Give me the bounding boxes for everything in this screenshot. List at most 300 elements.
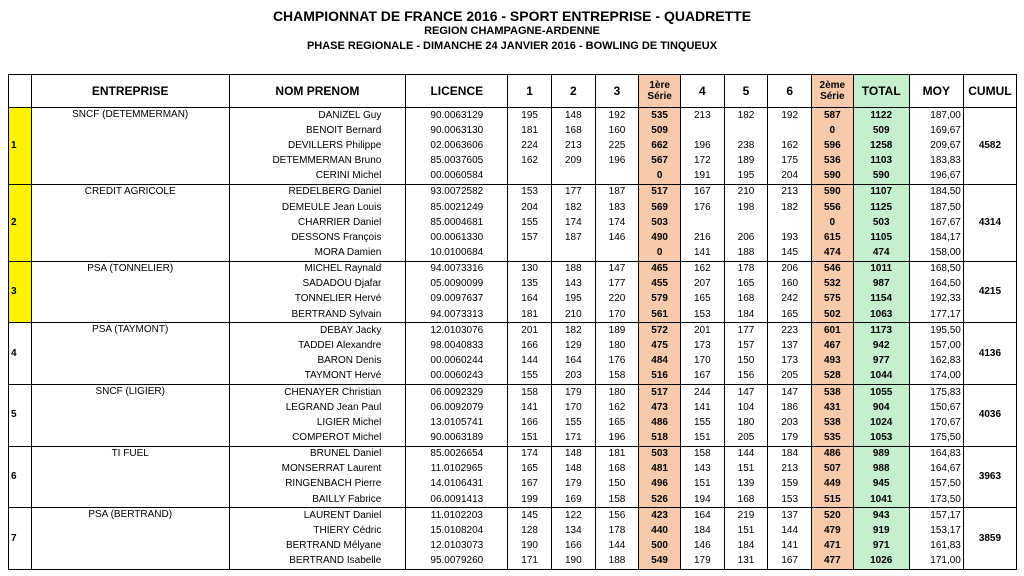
- cumul-header: CUMUL: [963, 75, 1016, 108]
- serie2-score: 596: [812, 138, 854, 153]
- game6-score: 144: [768, 523, 812, 538]
- serie2-score: 507: [812, 462, 854, 477]
- game3-score: 168: [595, 462, 639, 477]
- game1-score: 128: [508, 523, 552, 538]
- serie2-score: 502: [812, 307, 854, 323]
- game4-score: 176: [680, 200, 724, 215]
- game1-score: [508, 169, 552, 185]
- player-licence: 85.0004681: [406, 215, 508, 230]
- serie2-score: 493: [812, 354, 854, 369]
- team-cumul: 4136: [963, 323, 1016, 385]
- player-row: [9, 323, 1017, 339]
- player-row: [9, 446, 1017, 462]
- serie2-score: 515: [812, 492, 854, 508]
- serie2-score: 467: [812, 338, 854, 353]
- licence-header: LICENCE: [406, 75, 508, 108]
- serie2-score: 532: [812, 277, 854, 292]
- game4-score: 167: [680, 184, 724, 200]
- serie1-score: 465: [639, 261, 681, 277]
- serie1-score: 484: [639, 354, 681, 369]
- rank-header: [9, 75, 32, 108]
- game4-score: 141: [680, 400, 724, 415]
- total-score: 1063: [853, 307, 909, 323]
- average-score: 175,83: [909, 384, 963, 400]
- average-score: 195,50: [909, 323, 963, 339]
- game5-score: 238: [724, 138, 768, 153]
- game3-score: 188: [595, 554, 639, 570]
- serie1-score: 509: [639, 123, 681, 138]
- player-licence: 00.0061330: [406, 230, 508, 245]
- total-score: 977: [853, 354, 909, 369]
- total-score: 1011: [853, 261, 909, 277]
- game1-score: 204: [508, 200, 552, 215]
- game4-score: 151: [680, 477, 724, 492]
- game6-score: 204: [768, 169, 812, 185]
- average-score: 209,67: [909, 138, 963, 153]
- average-score: 174,00: [909, 369, 963, 385]
- game4-score: [680, 215, 724, 230]
- game4-score: 216: [680, 230, 724, 245]
- average-score: 175,50: [909, 430, 963, 446]
- game2-score: 148: [551, 462, 595, 477]
- game5-score: 168: [724, 492, 768, 508]
- serie1-score: 516: [639, 369, 681, 385]
- player-name: DANIZEL Guy: [229, 108, 406, 124]
- game5-score: 147: [724, 384, 768, 400]
- game4-score: 151: [680, 430, 724, 446]
- player-licence: 94.0073313: [406, 307, 508, 323]
- player-licence: 85.0026654: [406, 446, 508, 462]
- team-rank: 2: [9, 184, 32, 261]
- player-licence: 10.0100684: [406, 245, 508, 261]
- player-name: DEMEULE Jean Louis: [229, 200, 406, 215]
- game5-score: 151: [724, 523, 768, 538]
- player-name: DEBAY Jacky: [229, 323, 406, 339]
- serie1-score: 475: [639, 338, 681, 353]
- game2-score: 171: [551, 430, 595, 446]
- game4-score: 165: [680, 292, 724, 307]
- game4-score: 158: [680, 446, 724, 462]
- game1-score: 224: [508, 138, 552, 153]
- player-name: MONSERRAT Laurent: [229, 462, 406, 477]
- total-score: 987: [853, 277, 909, 292]
- game3-header: 3: [595, 75, 639, 108]
- game2-score: [551, 245, 595, 261]
- game1-score: 199: [508, 492, 552, 508]
- game6-score: 173: [768, 354, 812, 369]
- game2-score: 174: [551, 215, 595, 230]
- game6-score: 206: [768, 261, 812, 277]
- team-cumul: 4582: [963, 108, 1016, 185]
- game1-score: 144: [508, 354, 552, 369]
- game1-score: 181: [508, 307, 552, 323]
- game4-score: 173: [680, 338, 724, 353]
- game3-score: [595, 169, 639, 185]
- player-name: BENOIT Bernard: [229, 123, 406, 138]
- player-name: MORA Damien: [229, 245, 406, 261]
- game5-score: 104: [724, 400, 768, 415]
- game3-score: 146: [595, 230, 639, 245]
- game5-score: 131: [724, 554, 768, 570]
- game1-score: 130: [508, 261, 552, 277]
- player-licence: 90.0063130: [406, 123, 508, 138]
- total-score: 1122: [853, 108, 909, 124]
- game3-score: 180: [595, 384, 639, 400]
- game2-score: 188: [551, 261, 595, 277]
- game2-score: 155: [551, 415, 595, 430]
- serie1-score: 535: [639, 108, 681, 124]
- game6-score: 186: [768, 400, 812, 415]
- game5-score: 165: [724, 277, 768, 292]
- game2-score: 195: [551, 292, 595, 307]
- game5-score: 182: [724, 108, 768, 124]
- team-name: PSA (TAYMONT): [31, 323, 229, 385]
- game5-score: 177: [724, 323, 768, 339]
- game2-score: 187: [551, 230, 595, 245]
- game1-score: 145: [508, 508, 552, 524]
- serie1-score: 572: [639, 323, 681, 339]
- game3-score: 147: [595, 261, 639, 277]
- player-licence: 06.0091413: [406, 492, 508, 508]
- serie2-score: 546: [812, 261, 854, 277]
- average-score: 164,83: [909, 446, 963, 462]
- serie2-score: 590: [812, 184, 854, 200]
- player-licence: 98.0040833: [406, 338, 508, 353]
- game2-score: 177: [551, 184, 595, 200]
- player-name: BERTRAND Mélyane: [229, 539, 406, 554]
- game4-score: 143: [680, 462, 724, 477]
- player-name: BERTRAND Isabelle: [229, 554, 406, 570]
- total-score: 474: [853, 245, 909, 261]
- game6-score: 193: [768, 230, 812, 245]
- serie2-score: 471: [812, 539, 854, 554]
- game5-score: [724, 215, 768, 230]
- player-name: THIERY Cédric: [229, 523, 406, 538]
- serie1-score: 440: [639, 523, 681, 538]
- game5-score: [724, 123, 768, 138]
- game3-score: 189: [595, 323, 639, 339]
- average-score: 187,50: [909, 200, 963, 215]
- player-name: BARON Denis: [229, 354, 406, 369]
- game4-score: 191: [680, 169, 724, 185]
- game5-score: 180: [724, 415, 768, 430]
- player-name: MICHEL Raynald: [229, 261, 406, 277]
- serie1-score: 473: [639, 400, 681, 415]
- player-licence: 00.0060584: [406, 169, 508, 185]
- game4-score: 194: [680, 492, 724, 508]
- player-name: DESSONS François: [229, 230, 406, 245]
- game4-score: 179: [680, 554, 724, 570]
- average-score: 158,00: [909, 245, 963, 261]
- serie1-score: 561: [639, 307, 681, 323]
- game6-score: 203: [768, 415, 812, 430]
- total-score: 1173: [853, 323, 909, 339]
- total-score: 1044: [853, 369, 909, 385]
- team-rank: 7: [9, 508, 32, 570]
- player-name: REDELBERG Daniel: [229, 184, 406, 200]
- serie2-score: 601: [812, 323, 854, 339]
- game3-score: 180: [595, 338, 639, 353]
- game1-score: 155: [508, 369, 552, 385]
- player-row: [9, 508, 1017, 524]
- serie1-score: 503: [639, 215, 681, 230]
- game6-score: 223: [768, 323, 812, 339]
- total-score: 1024: [853, 415, 909, 430]
- player-name: CERINI Michel: [229, 169, 406, 185]
- player-name: BAILLY Fabrice: [229, 492, 406, 508]
- nom-header: NOM PRENOM: [229, 75, 406, 108]
- total-score: 1154: [853, 292, 909, 307]
- serie2-header-line2: Série: [820, 91, 845, 102]
- document-title: CHAMPIONNAT DE FRANCE 2016 - SPORT ENTREPRISE - QUADRETTE: [272, 8, 752, 24]
- serie1-score: 0: [639, 169, 681, 185]
- average-score: 157,50: [909, 477, 963, 492]
- serie2-score: 431: [812, 400, 854, 415]
- serie2-header: [812, 75, 854, 108]
- game5-score: 210: [724, 184, 768, 200]
- game2-score: 122: [551, 508, 595, 524]
- game2-score: 168: [551, 123, 595, 138]
- game5-score: 151: [724, 462, 768, 477]
- team-rank: 6: [9, 446, 32, 508]
- game6-score: [768, 123, 812, 138]
- player-name: DETEMMERMAN Bruno: [229, 153, 406, 168]
- player-licence: 00.0060243: [406, 369, 508, 385]
- average-score: 196,67: [909, 169, 963, 185]
- serie2-score: 0: [812, 123, 854, 138]
- game6-score: 162: [768, 138, 812, 153]
- game2-score: 129: [551, 338, 595, 353]
- game3-score: 160: [595, 123, 639, 138]
- serie1-score: 518: [639, 430, 681, 446]
- team-cumul: 3963: [963, 446, 1016, 508]
- game1-score: [508, 245, 552, 261]
- player-licence: 85.0021249: [406, 200, 508, 215]
- game6-score: 153: [768, 492, 812, 508]
- total-score: 590: [853, 169, 909, 185]
- player-row: [9, 261, 1017, 277]
- serie1-score: 526: [639, 492, 681, 508]
- average-score: 164,67: [909, 462, 963, 477]
- total-score: 1125: [853, 200, 909, 215]
- game5-score: 184: [724, 307, 768, 323]
- game1-header: 1: [508, 75, 552, 108]
- game4-score: 141: [680, 245, 724, 261]
- team-rank: 4: [9, 323, 32, 385]
- team-name: SNCF (LIGIER): [31, 384, 229, 446]
- game1-score: 171: [508, 554, 552, 570]
- game6-score: 137: [768, 338, 812, 353]
- player-name: RINGENBACH Pierre: [229, 477, 406, 492]
- average-score: 192,33: [909, 292, 963, 307]
- game1-score: 165: [508, 462, 552, 477]
- serie2-score: 520: [812, 508, 854, 524]
- serie1-header-line1: 1ère: [649, 80, 670, 91]
- game3-score: 150: [595, 477, 639, 492]
- game3-score: 144: [595, 539, 639, 554]
- player-name: TAYMONT Hervé: [229, 369, 406, 385]
- player-name: DEVILLERS Philippe: [229, 138, 406, 153]
- game2-score: 182: [551, 323, 595, 339]
- game5-score: 206: [724, 230, 768, 245]
- game1-score: 153: [508, 184, 552, 200]
- player-licence: 14.0106431: [406, 477, 508, 492]
- average-score: 153,17: [909, 523, 963, 538]
- team-rank: 3: [9, 261, 32, 323]
- game6-score: 242: [768, 292, 812, 307]
- serie2-score: 479: [812, 523, 854, 538]
- game4-score: 162: [680, 261, 724, 277]
- game1-score: 135: [508, 277, 552, 292]
- game3-score: 174: [595, 215, 639, 230]
- game6-score: 165: [768, 307, 812, 323]
- phase-subtitle: PHASE REGIONALE - DIMANCHE 24 JANVIER 2016 - BOWLING DE TINQUEUX: [306, 40, 718, 52]
- serie1-score: 500: [639, 539, 681, 554]
- average-score: 173,50: [909, 492, 963, 508]
- player-licence: 12.0103076: [406, 323, 508, 339]
- game4-score: 201: [680, 323, 724, 339]
- game2-header: 2: [551, 75, 595, 108]
- game6-score: 147: [768, 384, 812, 400]
- serie2-score: 486: [812, 446, 854, 462]
- average-score: 187,00: [909, 108, 963, 124]
- game5-score: 156: [724, 369, 768, 385]
- header-row: [9, 75, 1017, 108]
- player-row: [9, 184, 1017, 200]
- game1-score: 157: [508, 230, 552, 245]
- total-score: 1055: [853, 384, 909, 400]
- serie2-score: 590: [812, 169, 854, 185]
- serie1-score: 503: [639, 446, 681, 462]
- average-score: 162,83: [909, 354, 963, 369]
- game2-score: 190: [551, 554, 595, 570]
- player-licence: 09.0097637: [406, 292, 508, 307]
- average-score: 161,83: [909, 539, 963, 554]
- player-licence: 13.0105741: [406, 415, 508, 430]
- game6-score: 160: [768, 277, 812, 292]
- game2-score: 166: [551, 539, 595, 554]
- game2-score: 213: [551, 138, 595, 153]
- game4-score: 184: [680, 523, 724, 538]
- game3-score: 187: [595, 184, 639, 200]
- total-score: 503: [853, 215, 909, 230]
- game1-score: 164: [508, 292, 552, 307]
- game6-score: 141: [768, 539, 812, 554]
- game4-score: [680, 123, 724, 138]
- player-licence: 95.0079260: [406, 554, 508, 570]
- total-score: 943: [853, 508, 909, 524]
- game2-score: 170: [551, 400, 595, 415]
- region-subtitle: REGION CHAMPAGNE-ARDENNE: [424, 25, 600, 37]
- player-row: [9, 384, 1017, 400]
- serie1-score: 517: [639, 184, 681, 200]
- total-score: 1103: [853, 153, 909, 168]
- game4-score: 155: [680, 415, 724, 430]
- serie1-score: 496: [639, 477, 681, 492]
- total-score: 1026: [853, 554, 909, 570]
- average-score: 170,67: [909, 415, 963, 430]
- game5-score: 198: [724, 200, 768, 215]
- results-table: [8, 74, 1017, 570]
- game3-score: 178: [595, 523, 639, 538]
- team-name: PSA (BERTRAND): [31, 508, 229, 570]
- game3-score: 158: [595, 369, 639, 385]
- total-score: 971: [853, 539, 909, 554]
- game1-score: 190: [508, 539, 552, 554]
- serie2-score: 538: [812, 415, 854, 430]
- game6-score: 175: [768, 153, 812, 168]
- game1-score: 141: [508, 400, 552, 415]
- player-licence: 15.0108204: [406, 523, 508, 538]
- serie2-score: 477: [812, 554, 854, 570]
- total-score: 904: [853, 400, 909, 415]
- serie1-score: 486: [639, 415, 681, 430]
- total-score: 1107: [853, 184, 909, 200]
- team-name: TI FUEL: [31, 446, 229, 508]
- game1-score: 162: [508, 153, 552, 168]
- average-score: 184,50: [909, 184, 963, 200]
- game3-score: 220: [595, 292, 639, 307]
- game4-score: 213: [680, 108, 724, 124]
- average-score: 171,00: [909, 554, 963, 570]
- total-score: 1105: [853, 230, 909, 245]
- serie2-score: 615: [812, 230, 854, 245]
- game3-score: 196: [595, 153, 639, 168]
- game4-score: 164: [680, 508, 724, 524]
- game1-score: 151: [508, 430, 552, 446]
- game5-score: 188: [724, 245, 768, 261]
- player-licence: 11.0102203: [406, 508, 508, 524]
- entreprise-header: ENTREPRISE: [31, 75, 229, 108]
- player-name: TONNELIER Hervé: [229, 292, 406, 307]
- game1-score: 166: [508, 415, 552, 430]
- total-score: 1041: [853, 492, 909, 508]
- game5-score: 178: [724, 261, 768, 277]
- game4-score: 170: [680, 354, 724, 369]
- player-licence: 85.0037605: [406, 153, 508, 168]
- player-licence: 05.0090099: [406, 277, 508, 292]
- game4-header: 4: [680, 75, 724, 108]
- team-name: PSA (TONNELIER): [31, 261, 229, 323]
- serie2-score: 0: [812, 215, 854, 230]
- serie1-score: 455: [639, 277, 681, 292]
- player-licence: 00.0060244: [406, 354, 508, 369]
- game5-score: 205: [724, 430, 768, 446]
- game5-score: 184: [724, 539, 768, 554]
- game1-score: 158: [508, 384, 552, 400]
- serie1-header: [639, 75, 681, 108]
- game6-score: 179: [768, 430, 812, 446]
- total-score: 945: [853, 477, 909, 492]
- game2-score: 203: [551, 369, 595, 385]
- player-name: TADDEI Alexandre: [229, 338, 406, 353]
- game6-score: 213: [768, 184, 812, 200]
- game6-score: 167: [768, 554, 812, 570]
- serie1-score: 549: [639, 554, 681, 570]
- game3-score: 177: [595, 277, 639, 292]
- game4-score: 244: [680, 384, 724, 400]
- game6-score: 137: [768, 508, 812, 524]
- serie1-header-line2: Série: [647, 91, 672, 102]
- average-score: 164,50: [909, 277, 963, 292]
- team-cumul: 4215: [963, 261, 1016, 323]
- game1-score: 166: [508, 338, 552, 353]
- player-name: COMPEROT Michel: [229, 430, 406, 446]
- game3-score: 225: [595, 138, 639, 153]
- serie2-header-line1: 2ème: [819, 80, 846, 91]
- game4-score: 172: [680, 153, 724, 168]
- player-row: [9, 108, 1017, 124]
